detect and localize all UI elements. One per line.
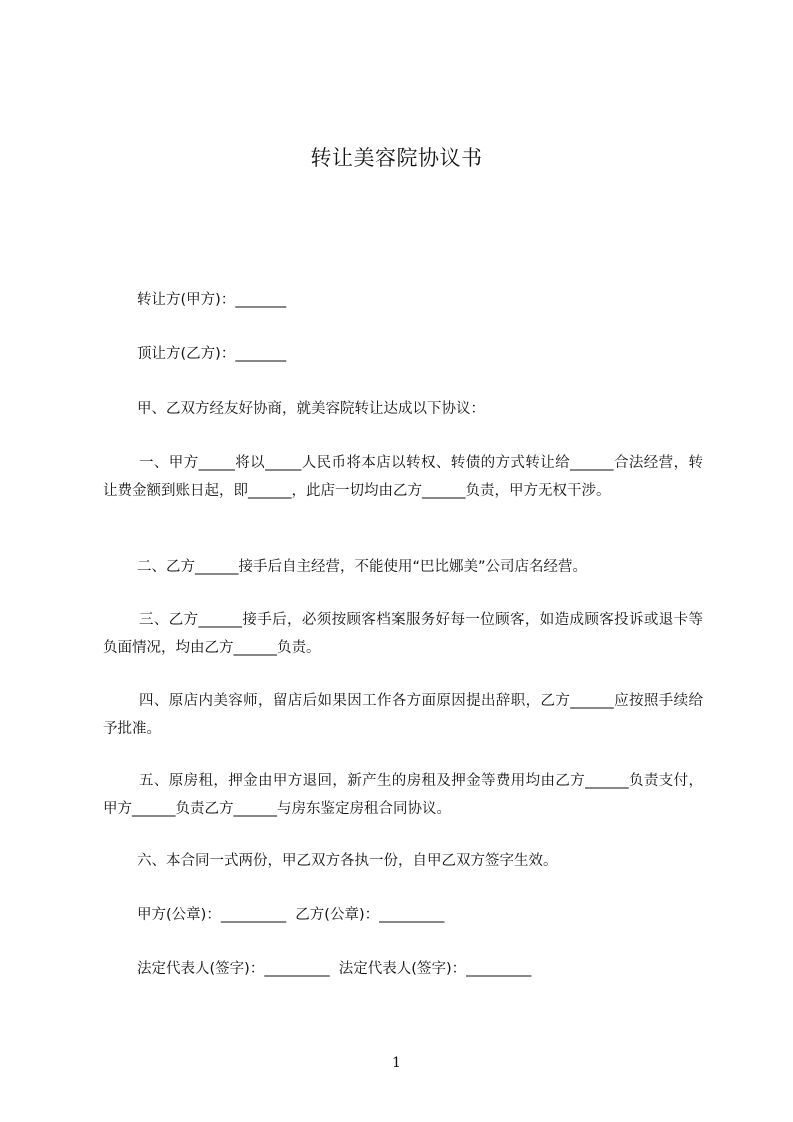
transferor-line: 转让方(甲方)：_______: [137, 292, 287, 308]
document-title: 转让美容院协议书: [310, 146, 483, 170]
page-number: 1: [392, 1055, 401, 1071]
clause-6: 六、本合同一式两份，甲乙双方各执一份，自甲乙双方签字生效。: [137, 853, 558, 869]
clause-1: 一、甲方_____将以_____人民币将本店以转权、转债的方式转让给______合法经营，转让费金额到账日起，即______，此店一切均由乙方______负责，甲方无权干涉。: [103, 455, 703, 499]
clause-4: 四、原店内美容师，留店后如果因工作各方面原因提出辞职，乙方______应按照手续给予批准。: [103, 693, 703, 737]
clause-3: 三、乙方______接手后，必须按顾客档案服务好每一位顾客，如造成顾客投诉或退卡等负面情况，均由乙方______负责。: [103, 612, 703, 656]
clause-2: 二、乙方______接手后自主经营，不能使用“巴比娜美”公司店名经营。: [137, 559, 588, 575]
transferee-line: 顶让方(乙方)：_______: [137, 346, 287, 362]
clause-5: 五、原房租，押金由甲方退回，新产生的房租及押金等费用均由乙方______负责支付，甲方______负责乙方______与房东鉴定房租合同协议。: [103, 773, 703, 817]
seal-signature-line: 甲方(公章)：_________ 乙方(公章)：_________: [137, 907, 445, 923]
representative-signature-line: 法定代表人(签字)：_________ 法定代表人(签字)：_________: [137, 961, 532, 977]
agreement-intro: 甲、乙双方经友好协商，就美容院转让达成以下协议：: [137, 401, 485, 417]
